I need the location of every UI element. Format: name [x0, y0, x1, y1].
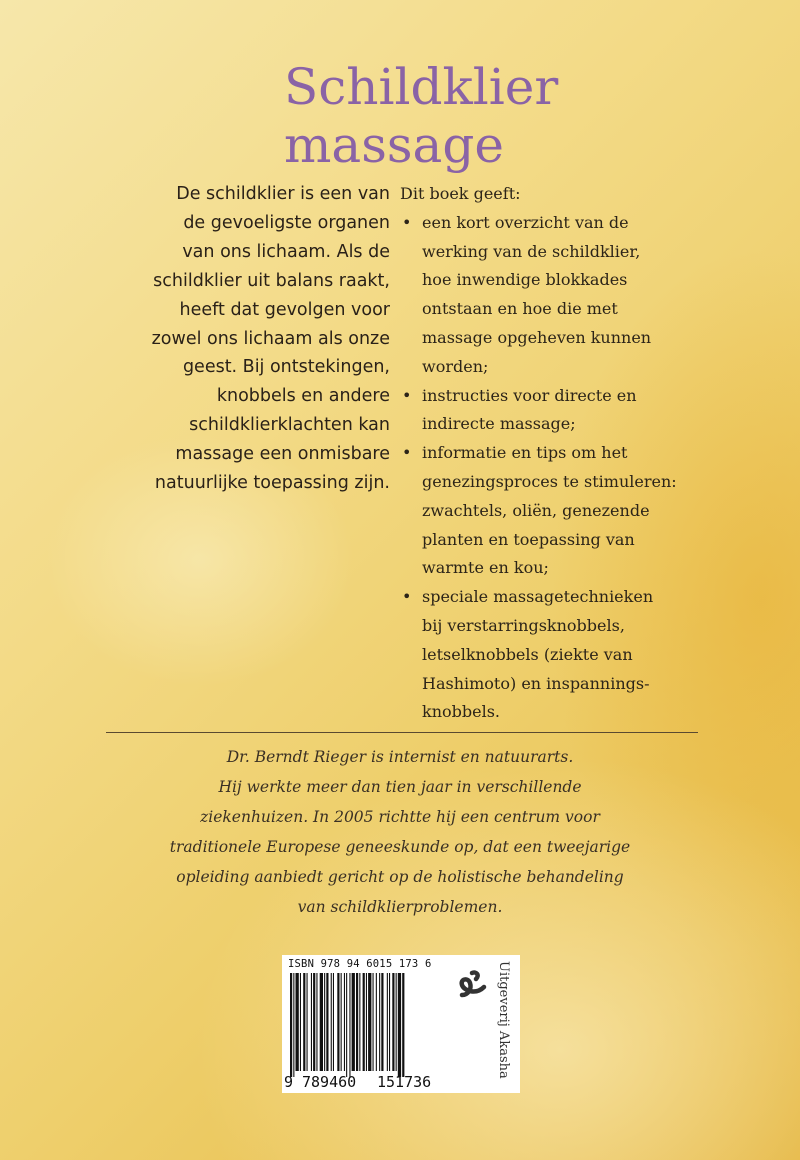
barcode-bar — [359, 973, 360, 1071]
akasha-logo-icon — [454, 965, 494, 1005]
feature-line: knobbels. — [422, 702, 500, 722]
barcode-digits-left: 789460 — [302, 1073, 357, 1091]
feature-line: massage opgeheven kunnen — [422, 327, 652, 347]
author-line: traditionele Europese geneeskunde op, dat een tweejarige — [169, 838, 631, 856]
barcode-bar — [349, 973, 350, 1077]
title-line: Schildklier — [284, 58, 559, 116]
barcode-bars — [290, 973, 442, 1077]
bullet-icon: • — [402, 212, 412, 232]
barcode-bar — [296, 973, 299, 1071]
barcode-bar — [396, 973, 397, 1071]
barcode-digits-right: 151736 — [377, 1073, 432, 1091]
intro-line: De schildklier is een van — [176, 184, 390, 204]
barcode-bar — [352, 973, 355, 1071]
intro-line: van ons lichaam. Als de — [182, 241, 390, 262]
feature-line: een kort overzicht van de — [422, 212, 629, 232]
barcode-bar — [316, 973, 317, 1071]
intro-line: geest. Bij ontstekingen, — [182, 357, 390, 378]
feature-line: warmte en kou; — [422, 558, 549, 578]
feature-item — [400, 583, 700, 727]
intro-line: schildklier uit balans raakt, — [153, 270, 390, 291]
intro-line: knobbels en andere — [216, 386, 390, 407]
barcode-bar — [387, 973, 388, 1071]
feature-item — [400, 439, 700, 583]
feature-line: indirecte massage; — [422, 414, 576, 434]
author-line: opleiding aanbiedt gericht op de holistische behandeling — [176, 868, 624, 886]
barcode-digit-first: 9 — [284, 1073, 294, 1091]
author-line: ziekenhuizen. In 2005 richtte hij een centrum voor — [200, 808, 600, 826]
author-bio — [150, 742, 650, 922]
book-title — [284, 58, 558, 174]
bullet-icon: • — [402, 587, 412, 607]
barcode-bar — [331, 973, 332, 1071]
feature-line: letselknobbels (ziekte van — [422, 644, 633, 664]
isbn-label: ISBN 978 94 6015 173 6 — [288, 958, 432, 970]
barcode-bar — [398, 973, 401, 1077]
barcode-bar — [373, 973, 374, 1071]
feature-item — [400, 209, 700, 382]
author-line: Hij werkte meer dan tien jaar in verschillende — [218, 778, 582, 796]
barcode-bar — [337, 973, 339, 1071]
barcode-digits — [282, 1073, 442, 1091]
barcode-bar — [320, 973, 323, 1071]
barcode-bar — [368, 973, 371, 1071]
title-line: massage — [284, 116, 504, 174]
barcode-bar — [363, 973, 365, 1071]
feature-list-lead: Dit boek geeft: — [400, 184, 521, 203]
author-line: van schildklierproblemen. — [297, 898, 503, 916]
barcode-bar — [341, 973, 342, 1071]
author-line: Dr. Berndt Rieger is internist en natuurarts. — [226, 748, 574, 766]
intro-line: schildklierklachten kan — [189, 415, 390, 436]
bullet-icon: • — [402, 385, 412, 405]
barcode-bar — [333, 973, 334, 1071]
feature-line: hoe inwendige blokkades — [422, 270, 628, 290]
feature-list-section — [400, 180, 700, 727]
publisher-name: Uitgeverij Akasha — [496, 961, 511, 1079]
feature-line: speciale massagetechnieken — [422, 587, 654, 607]
intro-line: zowel ons lichaam als onze — [151, 328, 390, 349]
barcode-bar — [392, 973, 394, 1071]
feature-line: bij verstarringsknobbels, — [422, 615, 625, 635]
barcode-bar — [402, 973, 404, 1077]
feature-line: ontstaan en hoe die met — [422, 299, 618, 319]
feature-line: informatie en tips om het — [422, 443, 628, 463]
feature-line: genezingsproces te stimuleren: — [422, 471, 677, 491]
barcode-bar — [366, 973, 367, 1071]
bullet-icon: • — [402, 443, 412, 463]
intro-line: heeft dat gevolgen voor — [179, 299, 390, 320]
feature-line: worden; — [422, 356, 489, 376]
barcode-bar — [344, 973, 345, 1071]
feature-list — [400, 209, 700, 727]
feature-line: zwachtels, oliën, genezende — [422, 500, 650, 520]
intro-line: massage een onmisbare — [175, 444, 390, 465]
feature-line: planten en toepassing van — [422, 529, 635, 549]
section-divider — [106, 732, 698, 733]
barcode-bar — [379, 973, 380, 1071]
intro-line: de gevoeligste organen — [183, 212, 390, 233]
barcode-bar — [381, 973, 383, 1071]
barcode-bar — [300, 973, 301, 1071]
barcode-bar — [389, 973, 390, 1071]
barcode-bar — [346, 973, 347, 1077]
barcode-bar — [303, 973, 305, 1071]
intro-line: natuurlijke toepassing zijn. — [154, 473, 390, 494]
feature-line: werking van de schildklier, — [422, 241, 641, 261]
barcode-bar — [326, 973, 328, 1071]
barcode-bar — [324, 973, 325, 1071]
barcode-bar — [293, 973, 294, 1077]
barcode-bar — [313, 973, 315, 1071]
barcode-panel — [282, 955, 520, 1093]
feature-line: Hashimoto) en inspannings- — [422, 673, 650, 693]
barcode-bar — [311, 973, 312, 1071]
barcode-bar — [376, 973, 377, 1071]
feature-item — [400, 382, 700, 440]
barcode-bar — [290, 973, 292, 1077]
intro-paragraph — [110, 180, 390, 498]
barcode-bar — [356, 973, 358, 1071]
barcode-bar — [307, 973, 308, 1071]
feature-line: instructies voor directe en — [422, 385, 637, 405]
